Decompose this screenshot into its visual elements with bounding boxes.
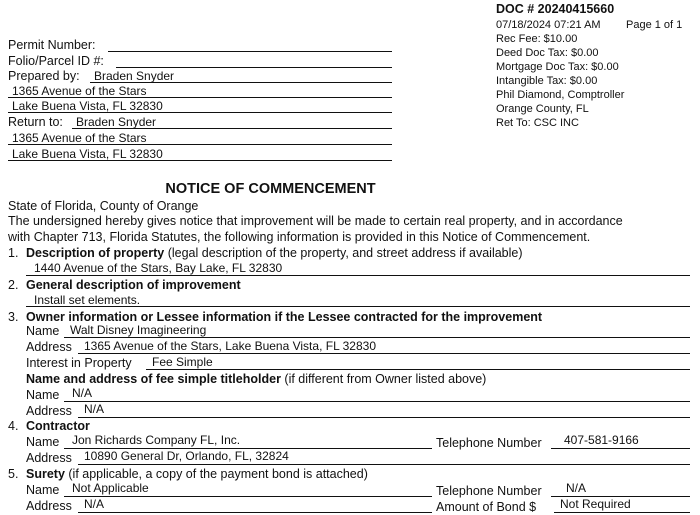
- titleholder-heading: [26, 372, 486, 386]
- county: Orange County, FL: [496, 103, 589, 115]
- owner-address-line: [78, 339, 690, 354]
- prepared-by-name: Braden Snyder: [94, 69, 175, 83]
- surety-phone-value[interactable]: N/A: [566, 481, 587, 495]
- section-3-number: 3.: [8, 310, 19, 324]
- titleholder-address-label: Address: [26, 404, 72, 418]
- section-1-note: (legal description of the property, and street address if available): [164, 246, 523, 260]
- titleholder-note: (if different from Owner listed above): [280, 372, 487, 386]
- permit-number-field[interactable]: [108, 37, 392, 52]
- owner-name-label: Name: [26, 324, 60, 338]
- doc-number: DOC # 20240415660: [496, 2, 615, 16]
- prepared-by-label: Prepared by:: [8, 69, 80, 83]
- section-2-number: 2.: [8, 278, 19, 292]
- state-county-line: State of Florida, County of Orange: [8, 199, 199, 213]
- surety-phone-line: [551, 482, 690, 497]
- bond-amount-line: [554, 498, 690, 513]
- return-to-name: Braden Snyder: [76, 115, 157, 129]
- prepared-by-address-2-line: [8, 98, 392, 113]
- return-to-address-2-line: [8, 146, 392, 161]
- folio-label: Folio/Parcel ID #:: [8, 54, 104, 68]
- titleholder-title: Name and address of fee simple titleholder: [26, 372, 281, 386]
- comptroller: Phil Diamond, Comptroller: [496, 89, 625, 101]
- deed-doc-tax: Deed Doc Tax: $0.00: [496, 47, 599, 59]
- surety-phone-label: Telephone Number: [436, 484, 542, 498]
- section-5-title: Surety: [26, 467, 65, 481]
- surety-address-value[interactable]: N/A: [84, 497, 105, 511]
- section-1-number: 1.: [8, 246, 19, 260]
- section-4-number: 4.: [8, 419, 19, 433]
- section-3-title: Owner information or Lessee information if the Lessee contracted for the improvement: [26, 310, 543, 324]
- page-indicator: Page 1 of 1: [626, 19, 683, 31]
- property-description-value[interactable]: 1440 Avenue of the Stars, Bay Lake, FL 32830: [34, 261, 283, 275]
- section-4-title: Contractor: [26, 419, 90, 433]
- interest-value[interactable]: Fee Simple: [152, 355, 213, 369]
- surety-address-label: Address: [26, 499, 72, 513]
- surety-name-label: Name: [26, 483, 60, 497]
- section-1-title: Description of property: [26, 246, 165, 260]
- folio-field[interactable]: [116, 53, 392, 68]
- contractor-phone-line: [551, 434, 690, 449]
- contractor-phone-label: Telephone Number: [436, 436, 542, 450]
- owner-name-value[interactable]: Walt Disney Imagineering: [70, 323, 207, 337]
- contractor-phone-value[interactable]: 407-581-9166: [564, 433, 639, 447]
- surety-address-line: [78, 498, 432, 513]
- contractor-address-label: Address: [26, 451, 72, 465]
- contractor-name-value[interactable]: Jon Richards Company FL, Inc.: [72, 433, 241, 447]
- prepared-by-address-1: 1365 Avenue of the Stars: [12, 84, 147, 98]
- contractor-name-line: [64, 434, 432, 449]
- surety-name-line: [64, 482, 432, 497]
- rec-fee: Rec Fee: $10.00: [496, 33, 578, 45]
- property-description-line: [26, 261, 690, 276]
- contractor-address-value[interactable]: 10890 General Dr, Orlando, FL, 32824: [84, 449, 289, 463]
- return-to-address-2: Lake Buena Vista, FL 32830: [12, 147, 163, 161]
- return-to-label: Return to:: [8, 115, 63, 129]
- section-5-note: (if applicable, a copy of the payment bond is attached): [64, 467, 368, 481]
- titleholder-name-value[interactable]: N/A: [72, 386, 93, 400]
- improvement-description-value[interactable]: Install set elements.: [34, 293, 141, 307]
- return-to-stamp: Ret To: CSC INC: [496, 117, 579, 129]
- titleholder-address-line: [78, 403, 690, 418]
- section-1-heading: [26, 246, 523, 260]
- interest-label: Interest in Property: [26, 356, 132, 370]
- contractor-address-line: [78, 450, 690, 465]
- interest-line: [146, 355, 690, 370]
- bond-amount-value[interactable]: Not Required: [560, 497, 631, 511]
- titleholder-name-label: Name: [26, 388, 60, 402]
- contractor-name-label: Name: [26, 435, 60, 449]
- owner-address-value[interactable]: 1365 Avenue of the Stars, Lake Buena Vista, FL 32830: [84, 339, 376, 353]
- intro-line-2: with Chapter 713, Florida Statutes, the following information is provided in this Notice of Commencement.: [8, 230, 591, 244]
- record-date-time: 07/18/2024 07:21 AM: [496, 19, 601, 31]
- section-2-title: General description of improvement: [26, 278, 241, 292]
- bond-amount-label: Amount of Bond $: [436, 500, 537, 514]
- section-5-number: 5.: [8, 467, 19, 481]
- prepared-by-underline: [90, 68, 392, 83]
- owner-address-label: Address: [26, 340, 72, 354]
- return-to-address-1-line: [8, 130, 392, 145]
- mortgage-doc-tax: Mortgage Doc Tax: $0.00: [496, 61, 619, 73]
- document-title: NOTICE OF COMMENCEMENT: [165, 181, 376, 197]
- return-to-address-1: 1365 Avenue of the Stars: [12, 131, 147, 145]
- permit-number-label: Permit Number:: [8, 38, 96, 52]
- prepared-by-address-1-line: [8, 83, 392, 98]
- intro-line-1: The undersigned hereby gives notice that improvement will be made to certain real property, and in accordance: [8, 214, 623, 228]
- titleholder-name-line: [64, 387, 690, 402]
- intangible-tax: Intangible Tax: $0.00: [496, 75, 598, 87]
- owner-name-line: [64, 323, 690, 338]
- return-to-underline: [72, 114, 392, 129]
- section-5-heading: [26, 467, 368, 481]
- surety-name-value[interactable]: Not Applicable: [72, 481, 149, 495]
- titleholder-address-value[interactable]: N/A: [84, 402, 105, 416]
- prepared-by-address-2: Lake Buena Vista, FL 32830: [12, 99, 163, 113]
- improvement-description-line: [26, 292, 690, 307]
